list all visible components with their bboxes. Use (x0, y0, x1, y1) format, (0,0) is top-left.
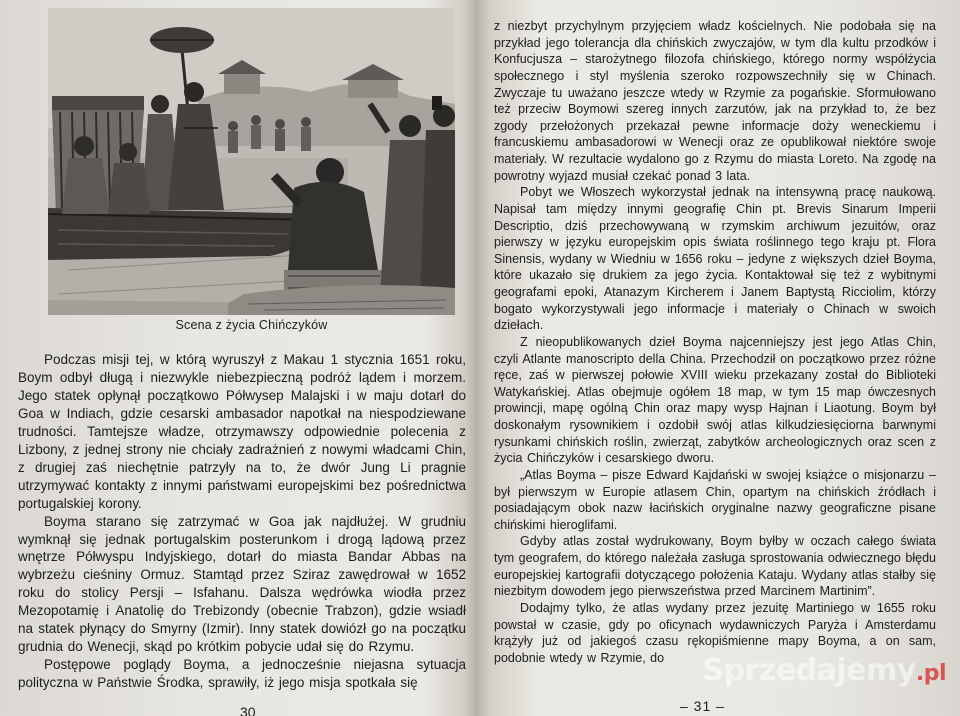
page-number-right: – 31 – (680, 698, 725, 714)
paragraph: „Atlas Boyma – pisze Edward Kajdański w swojej książce o misjonarzu – był pierwszym w Europie atlasem Chin, opartym na chińskich źródłach i posiadającym obok nazw łacińskich oryginalne nazwy geograficzne pisane chińskimi hieroglifami. (494, 467, 936, 532)
illustration-caption: Scena z życia Chińczyków (175, 318, 328, 332)
paragraph: Z nieopublikowanych dzieł Boyma najcenniejszy jest jego Atlas Chin, czyli Atlante manoscripto della China. Przechodził on początkowo przez różne ręce, zaś w pierwszej połowie XVIII wieku przekazany został do Biblioteki Watykańskiej. Atlas obejmuje ogółem 18 map, w tym 15 map ówczesnych prowincji, mapę ogólną Chin oraz mapy wysp Hajnan i Liaotung. Boym był doskonałym rysownikiem i ozdobił swój atlas kilkudziesięciorna barwnymi rysunkami chińskich roślin, zwierząt, zabytków archeologicznych oraz scen z życia Chińczyków i cesarskiego dworu. (494, 334, 936, 466)
paragraph: Dodajmy tylko, że atlas wydany przez jezuitę Martiniego w 1655 roku powstał w czasie, gdy po oficynach wydawniczych Paryża i Amsterdamu krążyły już od jakiegoś czasu rękopiśmienne mapy Boyma, a on sam, podobnie wtedy w Rzymie, do (494, 600, 936, 665)
paragraph: Postępowe poglądy Boyma, a jednocześnie niejasna sytuacja polityczna w Państwie Środka, sprawiły, iż jego misja spotkała się (18, 657, 466, 691)
page-number-left: 30 (240, 704, 256, 716)
engraving-illustration (48, 8, 455, 315)
paragraph: Gdyby atlas został wydrukowany, Boym byłby w oczach całego świata tym geografem, do którego należała zasługa sprostowania odwiecznego błędu europejskiej kartografii dotyczącego położenia Kataju. Wydany atlas stałby się niezbitym dowodem jego pierwszeństwa przed Marcinem Martinim”. (494, 534, 936, 599)
right-page (470, 0, 960, 716)
paragraph: z niezbyt przychylnym przyjęciem władz kościelnych. Nie podobała się na przykład jego tolerancja dla chińskich zwyczajów, w tym dla kultu przodków i Konfucjusza – starożytnego filozofa chińskiego, którego normy współżycia społecznego i styl myślenia szeroko rozpowszechniły się w Chinach. Zwyczaje tu uważano jeszcze wtedy w Rzymie za pogańskie. Sformułowano też przeciw Boymowi szereg innych zarzutów, jak na przykład to, że bez zgody przełożonych przekazał pewne informacje doży weneckiemu i francuskiemu ambasadorowi w Wenecji oraz ze opublikował niektóre swoje materiały. W rezultacie wydalono go z Rzymu do miasta Loreto. Na zgodę na powrotny wyjazd musiał czekać ponad 3 lata. (494, 19, 936, 183)
left-body-text (18, 351, 466, 692)
paragraph: Podczas misji tej, w którą wyruszył z Makau 1 stycznia 1651 roku, Boym odbył długą i niezwykle niebezpieczną podróż lądem i morzem. Jego statek opłynął początkowo Półwysep Malajski i w maju dotarł do Goa w Indiach, gdzie cesarski ambasador napotkał na niespodziewane trudności. Tamtejsze władze, otrzymawszy odpowiednie polecenia z Lizbony, z jednej strony nie chciały zadrażnień z nowymi władcami Chin, z drugiej zaś niechętnie patrzyły na to, że dwór Jung Li pragnie utrzymywać kontakty z innymi państwami europejskimi bez pośrednictwa portugalskiej korony. (18, 352, 466, 511)
watermark-text: Sprzedajemy (702, 653, 916, 688)
paragraph: Pobyt we Włoszech wykorzystał jednak na intensywną pracę naukową. Napisał tam między innymi geografię Chin pt. Brevis Sinarum Imperii Descriptio, dziś przechowywaną w rzymskim archiwum jezuitów, oraz pierwszy w języku europejskim opis świata roślinnego tego kraju pt. Flora Sinensis, wydany w Wiedniu w 1656 roku – jedyne z większych dzieł Boyma, które ukazało się drukiem za jego życia. Kontaktował się też z wybitnymi geografami epoki, Atanazym Kircherem i Janem Baptystą Ricciolim, którzy bogato wykorzystywali jego informacje i materiały o Chinach w swoich dziełach. (494, 185, 936, 333)
paragraph: Boyma starano się zatrzymać w Goa jak najdłużej. W grudniu wymknął się jednak portugalskim posterunkom i drogą lądową przez wnętrze Półwyspu Indyjskiego, dotarł do miasta Bandar Abbas na wybrzeżu cieśniny Ormuz. Stamtąd przez Sziraz zawędrował w 1652 roku do stolicy Persji – Isfahanu. Dalsza wędrówka wiodła przez Mezopotamię i Anatolię do Trebizondy (obecnie Trabzon), gdzie wsiadł na statek płynący do Smyrny (Izmir). Inny statek dowiózł go na początku grudnia do Wenecji, skąd po krótkim pobycie udał się do Rzymu. (18, 513, 466, 655)
right-body-text (494, 18, 936, 666)
left-page (0, 0, 470, 716)
watermark-logo (702, 653, 946, 688)
watermark-suffix: .pl (915, 661, 946, 686)
